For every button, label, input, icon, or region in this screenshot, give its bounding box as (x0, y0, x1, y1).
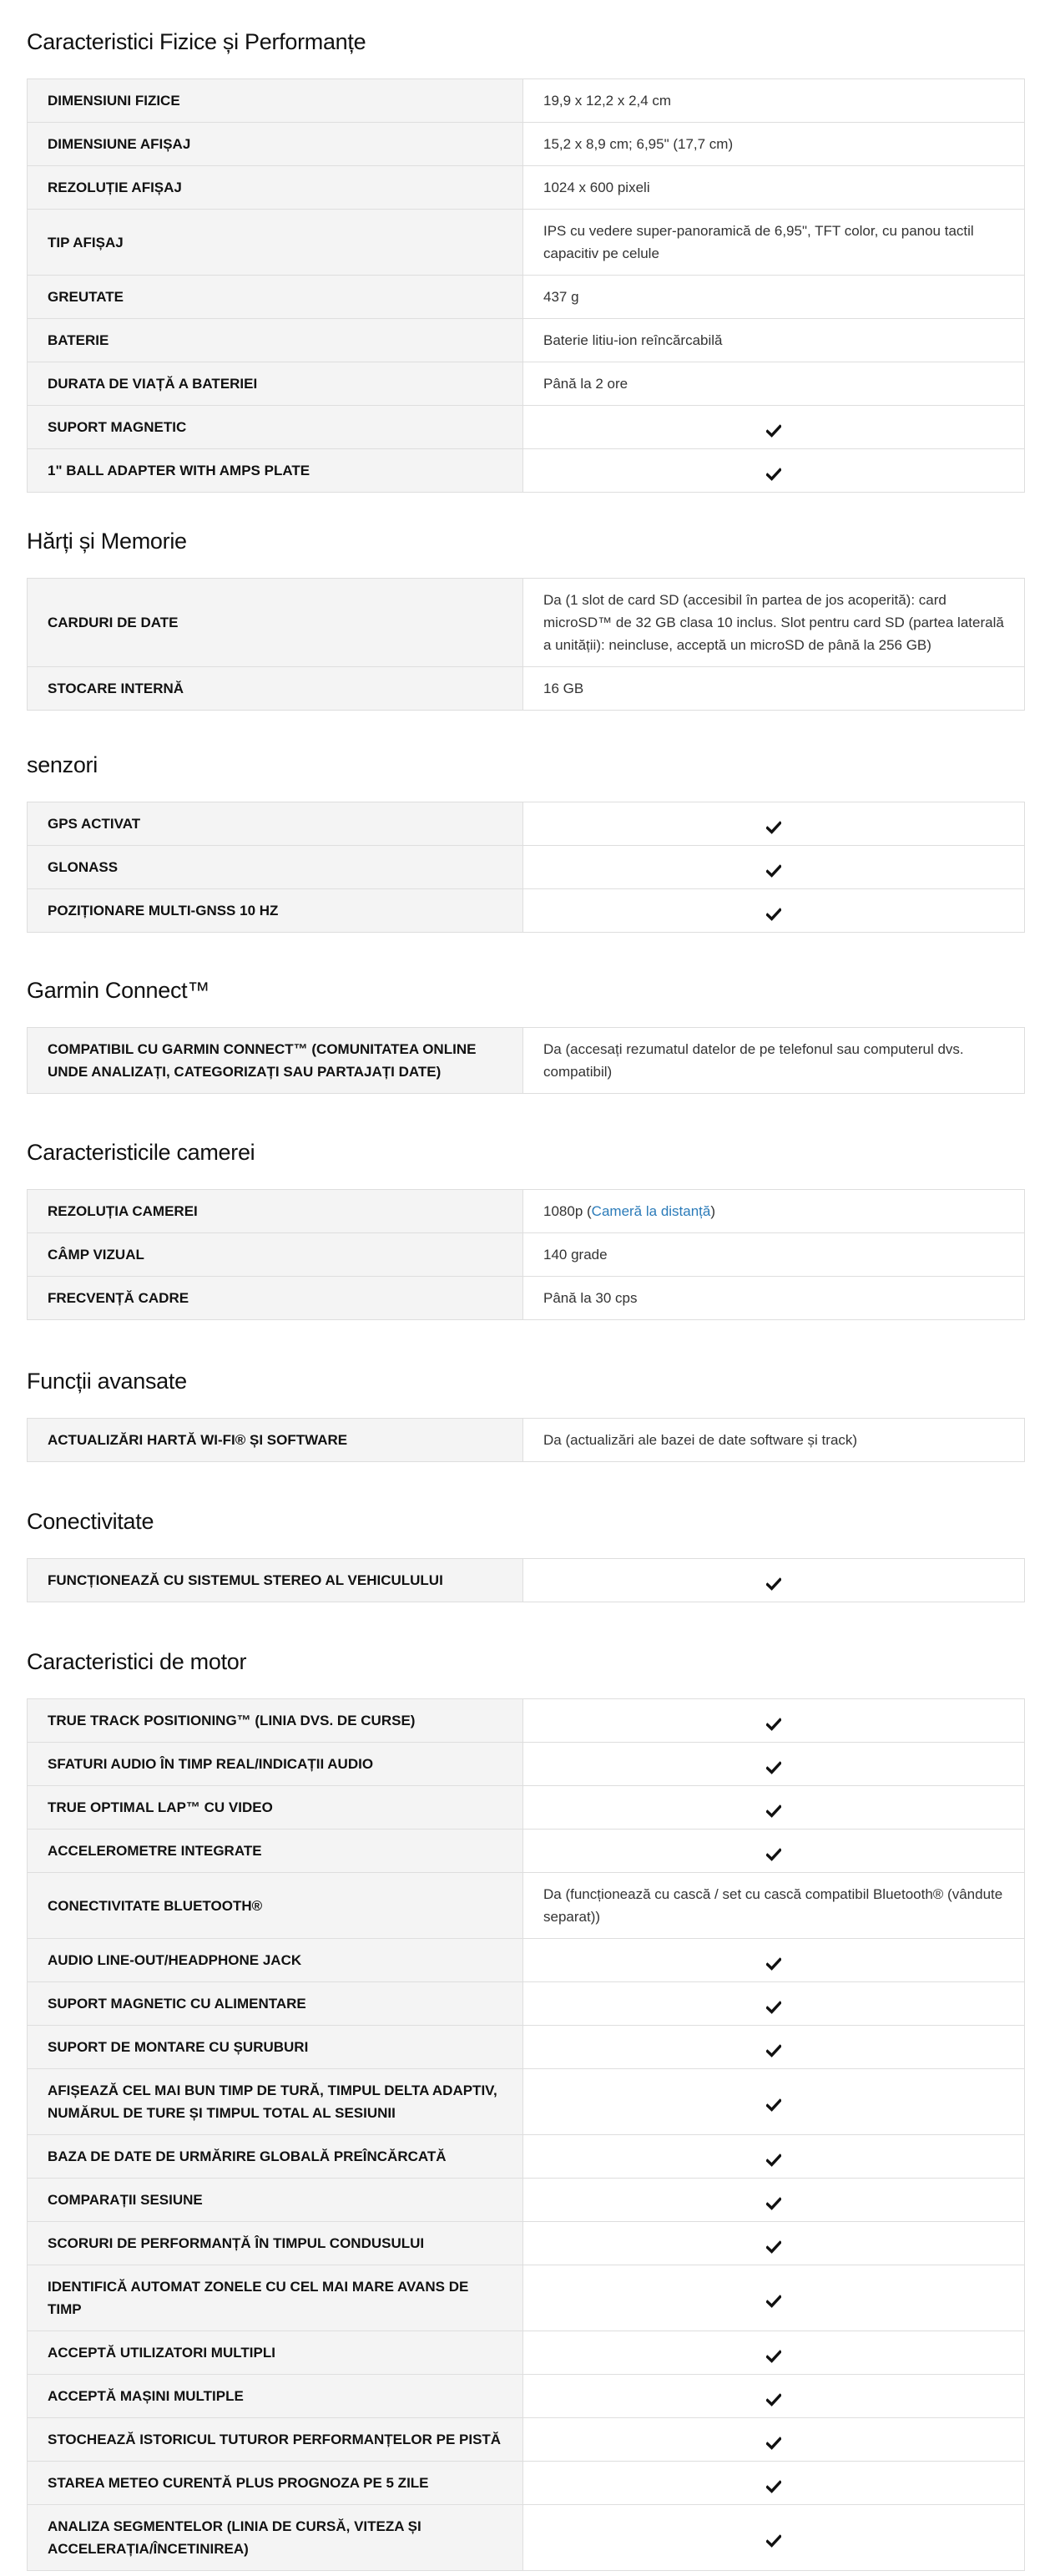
spec-label: DIMENSIUNI FIZICE (28, 79, 523, 123)
spec-label: POZIȚIONARE MULTI-GNSS 10 HZ (28, 889, 523, 933)
spec-row (28, 2135, 1025, 2179)
remote-camera-link[interactable]: Cameră la distanță (591, 1203, 711, 1219)
spec-table (27, 578, 1025, 711)
spec-value-text: Da (funcționează cu cască / set cu cască compatibil Bluetooth® (vândute separat)) (543, 1886, 1003, 1925)
section-title: Caracteristici Fizice și Performanțe (27, 29, 366, 54)
spec-row (28, 2418, 1025, 2462)
spec-label: ACCEPTĂ MAȘINI MULTIPLE (28, 2375, 523, 2418)
spec-label: SFATURI AUDIO ÎN TIMP REAL/INDICAȚII AUDIO (28, 1743, 523, 1786)
spec-label: ACCELEROMETRE INTEGRATE (28, 1830, 523, 1873)
spec-row (28, 123, 1025, 166)
spec-label: CONECTIVITATE BLUETOOTH® (28, 1873, 523, 1939)
spec-value-text: 19,9 x 12,2 x 2,4 cm (543, 93, 672, 109)
spec-row (28, 1419, 1025, 1462)
check-mark-icon (766, 1802, 781, 1815)
spec-value-check (523, 2418, 1025, 2462)
check-mark-icon (766, 2292, 781, 2305)
spec-value-check (523, 1939, 1025, 1982)
spec-label: FUNCȚIONEAZĂ CU SISTEMUL STEREO AL VEHICULULUI (28, 1559, 523, 1602)
spec-table (27, 1189, 1025, 1320)
check-mark-icon (766, 2347, 781, 2361)
section-title: Garmin Connect™ (27, 978, 210, 1003)
spec-row (28, 1028, 1025, 1094)
check-mark-icon (766, 1955, 781, 1968)
spec-value-text: Până la 30 cps (543, 1290, 638, 1306)
spec-label: GREUTATE (28, 276, 523, 319)
spec-label: CARDURI DE DATE (28, 579, 523, 667)
spec-value-check (523, 1743, 1025, 1786)
check-mark-icon (766, 2151, 781, 2164)
spec-row (28, 889, 1025, 933)
spec-row (28, 362, 1025, 406)
check-mark-icon (766, 1575, 781, 1588)
spec-row (28, 2069, 1025, 2135)
check-mark-icon (766, 1845, 781, 1859)
spec-row (28, 319, 1025, 362)
check-mark-icon (766, 422, 781, 435)
spec-value (523, 166, 1025, 210)
spec-value-check (523, 2222, 1025, 2265)
spec-label: COMPARAȚII SESIUNE (28, 2179, 523, 2222)
section-title: senzori (27, 752, 98, 777)
spec-row (28, 667, 1025, 711)
spec-label: GPS ACTIVAT (28, 802, 523, 846)
spec-value-check (523, 2135, 1025, 2179)
spec-label: 1" BALL ADAPTER WITH AMPS PLATE (28, 449, 523, 493)
spec-value (523, 210, 1025, 276)
spec-value-check (523, 2462, 1025, 2505)
spec-value-check (523, 2331, 1025, 2375)
spec-row (28, 1786, 1025, 1830)
spec-value-text: 140 grade (543, 1247, 608, 1263)
spec-value (523, 319, 1025, 362)
check-mark-icon (766, 1759, 781, 1772)
spec-row (28, 1190, 1025, 1233)
spec-row (28, 449, 1025, 493)
spec-value (523, 1190, 1025, 1233)
spec-section (27, 752, 1025, 933)
spec-value-text: Baterie litiu-ion reîncărcabilă (543, 332, 723, 348)
spec-row (28, 2265, 1025, 2331)
spec-label: FRECVENȚĂ CADRE (28, 1277, 523, 1320)
check-mark-icon (766, 2194, 781, 2208)
spec-row (28, 1559, 1025, 1602)
spec-label: ANALIZA SEGMENTELOR (LINIA DE CURSĂ, VITEZA ȘI ACCELERAȚIA/ÎNCETINIREA) (28, 2505, 523, 2571)
spec-value-text: 1080p ( (543, 1203, 592, 1219)
check-mark-icon (766, 2532, 781, 2545)
spec-value-check (523, 889, 1025, 933)
check-mark-icon (766, 862, 781, 875)
spec-value-check (523, 2505, 1025, 2571)
spec-value-check (523, 1982, 1025, 2026)
spec-section (27, 977, 1025, 1094)
spec-value-suffix: ) (710, 1203, 716, 1219)
spec-row (28, 210, 1025, 276)
spec-label: SUPORT MAGNETIC CU ALIMENTARE (28, 1982, 523, 2026)
spec-value-check (523, 406, 1025, 449)
spec-label: ACCEPTĂ UTILIZATORI MULTIPLI (28, 2331, 523, 2375)
spec-row (28, 2331, 1025, 2375)
spec-value (523, 123, 1025, 166)
check-mark-icon (766, 2096, 781, 2109)
spec-label: BAZA DE DATE DE URMĂRIRE GLOBALĂ PREÎNCĂRCATĂ (28, 2135, 523, 2179)
spec-table (27, 1418, 1025, 1462)
spec-label: GLONASS (28, 846, 523, 889)
spec-row (28, 1233, 1025, 1277)
spec-section (27, 528, 1025, 711)
spec-row (28, 1939, 1025, 1982)
spec-value-text: 15,2 x 8,9 cm; 6,95" (17,7 cm) (543, 136, 734, 152)
spec-row (28, 2505, 1025, 2571)
spec-label: ACTUALIZĂRI HARTĂ WI-FI® ȘI SOFTWARE (28, 1419, 523, 1462)
spec-label: STOCHEAZĂ ISTORICUL TUTUROR PERFORMANȚELOR PE PISTĂ (28, 2418, 523, 2462)
spec-value (523, 1233, 1025, 1277)
spec-value-check (523, 2069, 1025, 2135)
spec-row (28, 846, 1025, 889)
spec-row (28, 166, 1025, 210)
spec-value (523, 1419, 1025, 1462)
spec-value-text: 437 g (543, 289, 579, 305)
spec-value-check (523, 1830, 1025, 1873)
spec-value-text: Da (accesați rezumatul datelor de pe telefonul sau computerul dvs. compatibil) (543, 1041, 964, 1080)
spec-row (28, 2375, 1025, 2418)
spec-value-check (523, 2026, 1025, 2069)
check-mark-icon (766, 2391, 781, 2404)
spec-value (523, 1277, 1025, 1320)
spec-row (28, 1699, 1025, 1743)
section-title: Hărți și Memorie (27, 529, 187, 554)
spec-value-check (523, 1786, 1025, 1830)
spec-value (523, 362, 1025, 406)
spec-value-text: 1024 x 600 pixeli (543, 180, 650, 195)
spec-value (523, 1873, 1025, 1939)
spec-value-text: Da (1 slot de card SD (accesibil în partea de jos acoperită): card microSD™ de 32 GB clasa 10 inclus. Slot pentru card SD (partea laterală a unității): neincluse, acceptă un microSD de până la 256 GB) (543, 592, 1004, 653)
check-mark-icon (766, 2042, 781, 2055)
spec-label: TRUE OPTIMAL LAP™ CU VIDEO (28, 1786, 523, 1830)
check-mark-icon (766, 905, 781, 919)
spec-section (27, 1648, 1025, 2571)
spec-section (27, 1368, 1025, 1462)
spec-label: DIMENSIUNE AFIȘAJ (28, 123, 523, 166)
spec-row (28, 2026, 1025, 2069)
spec-row (28, 579, 1025, 667)
spec-label: AUDIO LINE-OUT/HEADPHONE JACK (28, 1939, 523, 1982)
spec-row (28, 1830, 1025, 1873)
check-mark-icon (766, 2238, 781, 2251)
spec-table (27, 1698, 1025, 2571)
spec-label: REZOLUȚIA CAMEREI (28, 1190, 523, 1233)
spec-row (28, 2462, 1025, 2505)
spec-row (28, 2222, 1025, 2265)
spec-value-check (523, 2265, 1025, 2331)
spec-label: TRUE TRACK POSITIONING™ (LINIA DVS. DE CURSE) (28, 1699, 523, 1743)
spec-value (523, 579, 1025, 667)
spec-row (28, 276, 1025, 319)
spec-value-check (523, 2375, 1025, 2418)
spec-label: COMPATIBIL CU GARMIN CONNECT™ (COMUNITATEA ONLINE UNDE ANALIZAȚI, CATEGORIZAȚI SAU PARTAJAȚI DATE) (28, 1028, 523, 1094)
spec-value-check (523, 802, 1025, 846)
spec-label: CÂMP VIZUAL (28, 1233, 523, 1277)
spec-table (27, 1027, 1025, 1094)
spec-row (28, 1743, 1025, 1786)
check-mark-icon (766, 1715, 781, 1728)
spec-label: IDENTIFICĂ AUTOMAT ZONELE CU CEL MAI MARE AVANS DE TIMP (28, 2265, 523, 2331)
check-mark-icon (766, 818, 781, 832)
spec-value (523, 276, 1025, 319)
spec-row (28, 1982, 1025, 2026)
section-title: Conectivitate (27, 1509, 154, 1534)
spec-row (28, 2179, 1025, 2222)
spec-value-text: IPS cu vedere super-panoramică de 6,95", TFT color, cu panou tactil capacitiv pe celule (543, 223, 974, 261)
spec-value-text: Până la 2 ore (543, 376, 628, 392)
spec-value (523, 79, 1025, 123)
spec-section (27, 28, 1025, 493)
spec-section (27, 1139, 1025, 1320)
spec-section (27, 1508, 1025, 1602)
spec-label: SUPORT MAGNETIC (28, 406, 523, 449)
section-title: Funcții avansate (27, 1369, 187, 1394)
spec-value-check (523, 1699, 1025, 1743)
spec-value-check (523, 846, 1025, 889)
spec-value (523, 1028, 1025, 1094)
spec-table (27, 1558, 1025, 1602)
spec-value-text: Da (actualizări ale bazei de date software și track) (543, 1432, 858, 1448)
spec-row (28, 406, 1025, 449)
spec-label: STAREA METEO CURENTĂ PLUS PROGNOZA PE 5 ZILE (28, 2462, 523, 2505)
spec-row (28, 1873, 1025, 1939)
spec-value-text: 16 GB (543, 681, 584, 696)
spec-label: TIP AFIȘAJ (28, 210, 523, 276)
spec-table (27, 802, 1025, 933)
check-mark-icon (766, 465, 781, 478)
spec-label: BATERIE (28, 319, 523, 362)
section-title: Caracteristici de motor (27, 1649, 247, 1674)
spec-row (28, 1277, 1025, 1320)
spec-value-check (523, 2179, 1025, 2222)
spec-value (523, 667, 1025, 711)
check-mark-icon (766, 2434, 781, 2447)
spec-row (28, 802, 1025, 846)
spec-value-check (523, 1559, 1025, 1602)
spec-value-check (523, 449, 1025, 493)
spec-row (28, 79, 1025, 123)
spec-label: SUPORT DE MONTARE CU ȘURUBURI (28, 2026, 523, 2069)
check-mark-icon (766, 2477, 781, 2491)
spec-table (27, 78, 1025, 493)
spec-label: AFIȘEAZĂ CEL MAI BUN TIMP DE TURĂ, TIMPUL DELTA ADAPTIV, NUMĂRUL DE TURE ȘI TIMPUL TOTAL AL SESIUNII (28, 2069, 523, 2135)
section-title: Caracteristicile camerei (27, 1140, 255, 1165)
spec-label: REZOLUȚIE AFIȘAJ (28, 166, 523, 210)
spec-label: DURATA DE VIAȚĂ A BATERIEI (28, 362, 523, 406)
spec-label: SCORURI DE PERFORMANȚĂ ÎN TIMPUL CONDUSULUI (28, 2222, 523, 2265)
check-mark-icon (766, 1998, 781, 2012)
spec-label: STOCARE INTERNĂ (28, 667, 523, 711)
